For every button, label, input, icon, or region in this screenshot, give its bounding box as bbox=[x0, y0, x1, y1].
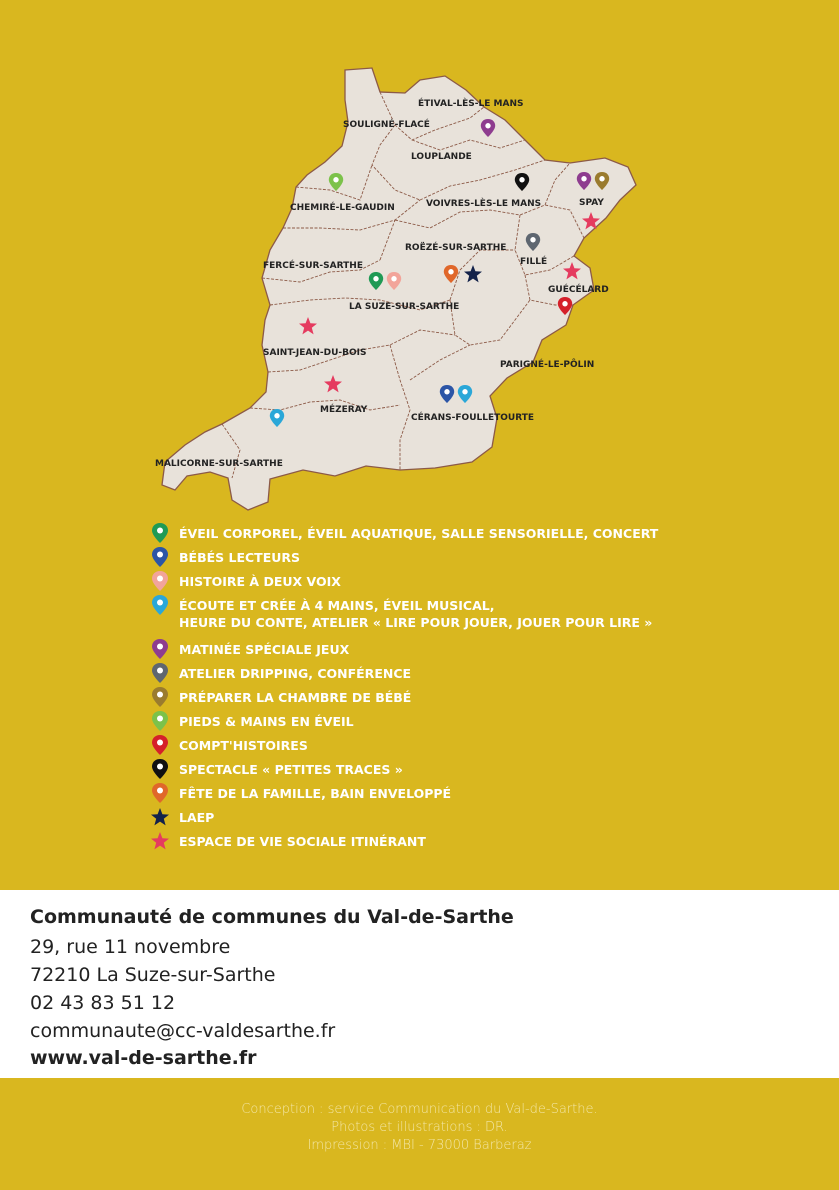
legend-item bbox=[150, 686, 830, 710]
town-label: LOUPLANDE bbox=[411, 152, 472, 162]
legend-label-line: FÊTE DE LA FAMILLE, BAIN ENVELOPPÉ bbox=[179, 786, 452, 801]
credits-footer bbox=[0, 1078, 839, 1190]
legend-label bbox=[179, 737, 308, 754]
legend-label-line: ESPACE DE VIE SOCIALE ITINÉRANT bbox=[179, 834, 426, 849]
legend-label bbox=[179, 665, 411, 682]
legend-label bbox=[179, 761, 403, 778]
town-label: PARIGNÉ-LE-PÔLIN bbox=[500, 360, 595, 370]
town-label: MÉZERAY bbox=[320, 405, 368, 415]
town-label: CHEMIRÉ-LE-GAUDIN bbox=[290, 203, 395, 213]
legend-item bbox=[150, 638, 830, 662]
legend-item bbox=[150, 758, 830, 782]
legend-item bbox=[150, 734, 830, 758]
legend-label bbox=[179, 641, 349, 658]
credit-line: Impression : MBI - 73000 Barberaz bbox=[307, 1138, 532, 1153]
town-label: ÉTIVAL-LÈS-LE MANS bbox=[418, 99, 524, 109]
legend-item bbox=[150, 806, 830, 830]
legend-label-line: BÉBÉS LECTEURS bbox=[179, 550, 301, 565]
pin-blue-icon bbox=[150, 546, 170, 568]
town-label: SAINT-JEAN-DU-BOIS bbox=[263, 348, 367, 358]
legend-item bbox=[150, 782, 830, 806]
legend-label-line: SPECTACLE « PETITES TRACES » bbox=[179, 762, 403, 777]
town-label: SOULIGNÉ-FLACÉ bbox=[343, 120, 430, 130]
pin-pink-icon bbox=[150, 570, 170, 592]
address-street: 29, rue 11 novembre bbox=[30, 936, 231, 958]
credit-line: Conception : service Communication du Val-de-Sarthe. bbox=[241, 1102, 598, 1117]
legend-label bbox=[179, 689, 411, 706]
legend-label-line: MATINÉE SPÉCIALE JEUX bbox=[179, 642, 350, 657]
town-label: GUÉCÉLARD bbox=[548, 285, 609, 295]
town-label: CÉRANS-FOULLETOURTE bbox=[411, 413, 535, 423]
legend-label bbox=[179, 833, 426, 850]
legend-item bbox=[150, 830, 830, 854]
pin-grey-icon bbox=[150, 662, 170, 684]
legend-item bbox=[150, 522, 830, 546]
phone-number: 02 43 83 51 12 bbox=[30, 992, 176, 1014]
pin-orange-icon bbox=[150, 782, 170, 804]
legend-item bbox=[150, 546, 830, 570]
legend-label-line: PRÉPARER LA CHAMBRE DE BÉBÉ bbox=[179, 690, 412, 705]
town-label: ROËZÉ-SUR-SARTHE bbox=[405, 243, 507, 253]
legend-label bbox=[179, 809, 214, 826]
legend-item bbox=[150, 662, 830, 686]
legend-label bbox=[179, 785, 451, 802]
legend-label-line: LAEP bbox=[179, 810, 215, 825]
legend-label bbox=[179, 549, 300, 566]
pin-olive-icon bbox=[150, 686, 170, 708]
contact-block bbox=[0, 890, 839, 1078]
legend-label-line: HEURE DU CONTE, ATELIER « LIRE POUR JOUER, JOUER POUR LIRE » bbox=[179, 615, 653, 630]
legend-item bbox=[150, 594, 830, 638]
pin-lightgreen-icon bbox=[150, 710, 170, 732]
legend-item bbox=[150, 710, 830, 734]
credit-line: Photos et illustrations : DR. bbox=[331, 1120, 508, 1135]
town-label: MALICORNE-SUR-SARTHE bbox=[155, 459, 283, 469]
legend-label bbox=[179, 713, 354, 730]
legend-label-line: ÉVEIL CORPOREL, ÉVEIL AQUATIQUE, SALLE SENSORIELLE, CONCERT bbox=[179, 526, 659, 541]
website-link[interactable]: www.val-de-sarthe.fr bbox=[30, 1047, 257, 1069]
pin-black-icon bbox=[150, 758, 170, 780]
pin-purple-icon bbox=[150, 638, 170, 660]
address-city: 72210 La Suze-sur-Sarthe bbox=[30, 964, 276, 986]
legend-label-line: HISTOIRE À DEUX VOIX bbox=[179, 574, 341, 589]
pin-cyan-icon bbox=[150, 594, 170, 616]
town-label: FILLÉ bbox=[520, 257, 548, 267]
legend-label bbox=[179, 573, 341, 590]
town-label: FERCÉ-SUR-SARTHE bbox=[263, 261, 363, 271]
star-navy-icon bbox=[150, 806, 170, 828]
map-legend bbox=[150, 522, 830, 854]
val-de-sarthe-map bbox=[0, 0, 839, 520]
legend-label-line: COMPT'HISTOIRES bbox=[179, 738, 308, 753]
legend-label-line: ÉCOUTE ET CRÉE À 4 MAINS, ÉVEIL MUSICAL, bbox=[179, 598, 495, 613]
email-link[interactable]: communaute@cc-valdesarthe.fr bbox=[30, 1020, 336, 1042]
town-label: VOIVRES-LÈS-LE MANS bbox=[426, 199, 542, 209]
pin-green-icon bbox=[150, 522, 170, 544]
star-rose-icon bbox=[150, 830, 170, 852]
pin-red-icon bbox=[150, 734, 170, 756]
town-label: SPAY bbox=[579, 198, 604, 208]
organization-name: Communauté de communes du Val-de-Sarthe bbox=[30, 906, 514, 928]
legend-label-line: PIEDS & MAINS EN ÉVEIL bbox=[179, 714, 354, 729]
town-label: LA SUZE-SUR-SARTHE bbox=[349, 302, 460, 312]
legend-item bbox=[150, 570, 830, 594]
legend-label bbox=[179, 525, 658, 542]
legend-label-line: ATELIER DRIPPING, CONFÉRENCE bbox=[179, 666, 412, 681]
legend-label bbox=[179, 597, 652, 631]
